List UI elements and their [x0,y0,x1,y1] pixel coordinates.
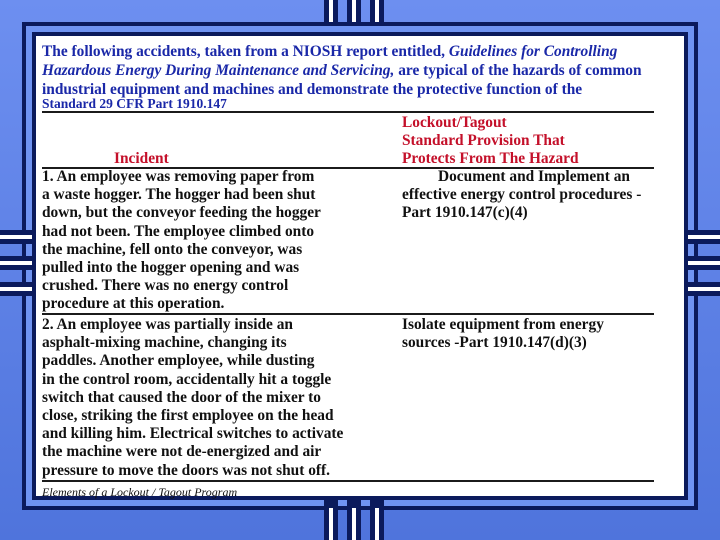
incident-line: 1. An employee was removing paper from [42,168,315,185]
incident-line: had not been. The employee climbed onto [42,222,315,240]
incident-line: in the control room, accidentally hit a toggle [42,370,332,388]
decor-stripe-left-3 [0,287,32,291]
intro-paragraph [42,42,672,99]
decor-stripe-left-1 [0,235,32,239]
divider-row [42,313,654,315]
incident-line: the machine were not de-energized and air [42,443,322,461]
provision-line: Document and Implement an [438,168,630,185]
incident-line: asphalt-mixing machine, changing its [42,334,287,352]
decor-stripe-bottom-1 [329,508,333,540]
decor-stripe-bottom-2 [352,508,356,540]
provision-line: sources -Part 1910.147(d)(3) [402,334,587,352]
intro-line1-italic: Guidelines for Controlling [448,43,618,60]
intro-line2-plain: are typical of the hazards of common [394,62,642,79]
intro-line2-italic: Hazardous Energy During Maintenance and Servicing, [42,62,395,79]
incident-2 [42,316,343,480]
incident-line: pressure to move the doors was not shut off. [42,461,331,479]
incident-1 [42,168,321,314]
divider-top [42,111,654,113]
incident-line: crushed. There was no energy control [42,277,289,295]
decor-stripe-right-2 [688,261,720,265]
incident-header: Incident [114,150,169,167]
provision-2 [402,316,604,352]
provision-line: Isolate equipment from energy [402,316,604,333]
incident-line: a waste hogger. The hogger had been shut [42,186,316,204]
provision-header-line: Lockout/Tagout [402,114,507,131]
incident-line: paddles. Another employee, while dusting [42,352,315,370]
intro-line1-plain: The following accidents, taken from a NIOSH report entitled, [42,43,449,60]
incident-line: switch that caused the door of the mixer to [42,388,321,406]
incident-line: and killing him. Electrical switches to activate [42,425,344,443]
slide-footer: Elements of a Lockout / Tagout Program [42,485,238,499]
incident-line: down, but the conveyor feeding the hogger [42,204,321,222]
decor-stripe-right-1 [688,235,720,239]
provision-header-line: Protects From The Hazard [402,150,579,167]
provision-line: effective energy control procedures - [402,186,642,204]
incident-line: pulled into the hogger opening and was [42,259,300,277]
divider-bottom [42,480,654,482]
intro-line3: industrial equipment and machines and demonstrate the protective function of the [42,81,583,98]
provision-1 [402,168,641,223]
incident-line: 2. An employee was partially inside an [42,316,293,333]
decor-stripe-bottom-3 [375,508,379,540]
provision-header [402,114,579,168]
decor-stripe-right-3 [688,287,720,291]
standard-reference: Standard 29 CFR Part 1910.147 [42,96,227,111]
provision-header-line: Standard Provision That [402,132,565,149]
incident-line: the machine, fell onto the conveyor, was [42,240,303,258]
provision-line: Part 1910.147(c)(4) [402,204,528,222]
incident-line: close, striking the first employee on the head [42,407,334,425]
incident-line: procedure at this operation. [42,295,225,313]
decor-stripe-left-2 [0,261,32,265]
